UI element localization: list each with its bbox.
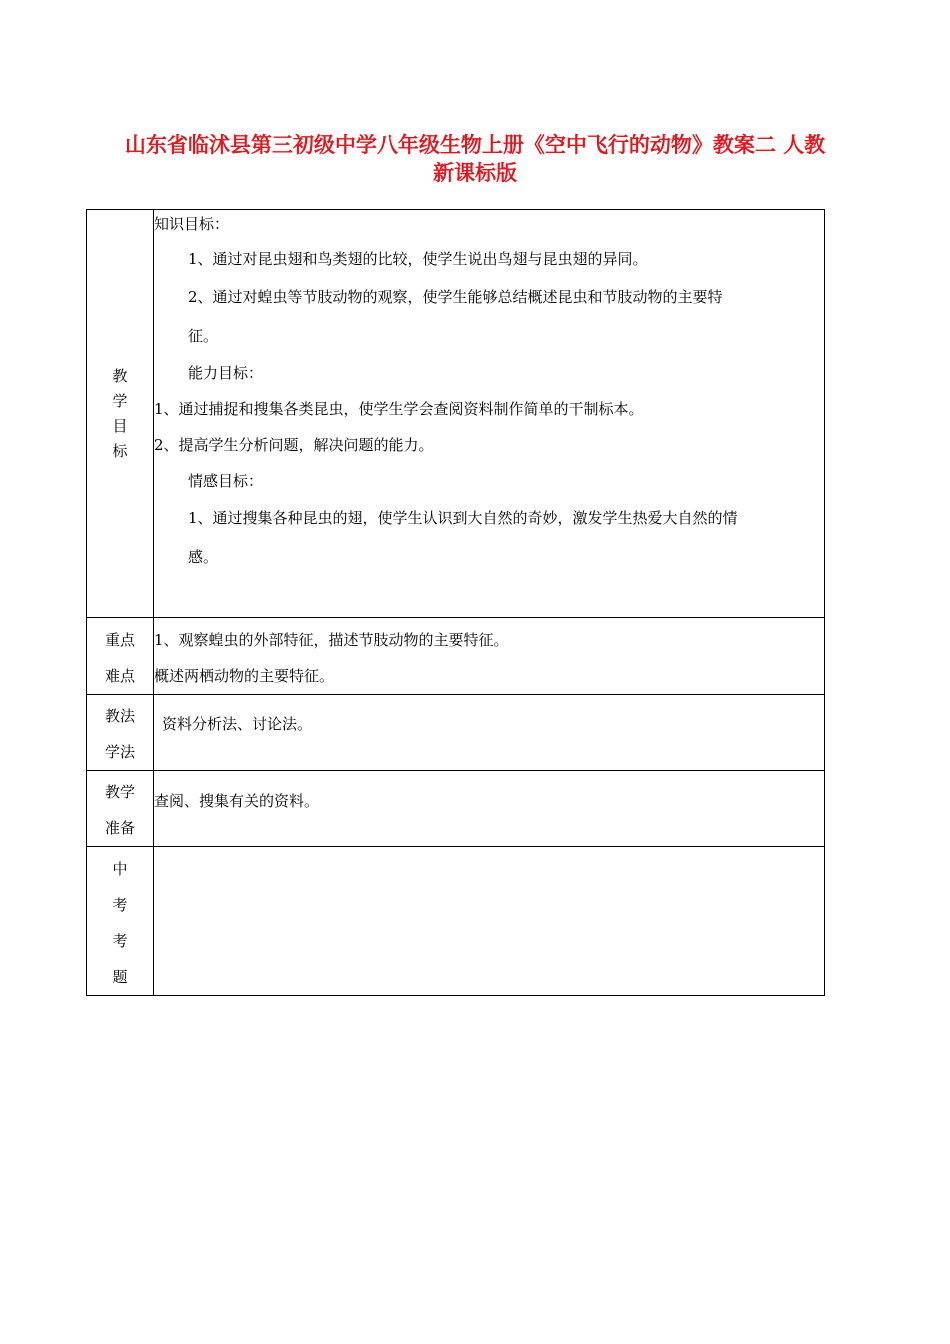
table-row-objectives [87, 210, 825, 618]
label-line: 重点 [104, 631, 135, 649]
knowledge-item-2-cont: 征。 [188, 327, 219, 345]
label-char: 学 [112, 392, 128, 410]
objectives-content [154, 210, 825, 618]
label-char: 考 [112, 896, 128, 914]
label-line: 难点 [104, 667, 135, 685]
knowledge-item-1: 1、通过对昆虫翅和鸟类翅的比较，使学生说出鸟翅与昆虫翅的异同。 [188, 250, 648, 268]
row-label-objectives [87, 210, 154, 618]
label-char: 标 [112, 442, 128, 460]
label-line: 教法 [104, 707, 135, 725]
table-row-exam-questions [87, 847, 825, 996]
emotion-item-1-cont: 感。 [188, 548, 219, 566]
methods-text: 资料分析法、讨论法。 [162, 715, 313, 733]
lesson-plan-table [86, 209, 825, 996]
label-char: 教 [112, 367, 128, 385]
emotion-heading: 情感目标： [188, 472, 264, 490]
preparation-text: 查阅、搜集有关的资料。 [154, 792, 320, 810]
ability-item-1: 1、通过捕捉和搜集各类昆虫，使学生学会查阅资料制作简单的干制标本。 [154, 400, 644, 418]
row-label-methods [87, 695, 154, 771]
methods-content [154, 695, 825, 771]
ability-heading: 能力目标： [188, 364, 264, 382]
table-row-preparation [87, 771, 825, 847]
row-label-exam-questions [87, 847, 154, 996]
label-char: 目 [112, 417, 128, 435]
emotion-item-1: 1、通过搜集各种昆虫的翅，使学生认识到大自然的奇妙，激发学生热爱大自然的情 [188, 509, 738, 527]
label-line: 准备 [104, 819, 135, 837]
label-char: 题 [112, 968, 128, 986]
document-title [100, 131, 850, 187]
knowledge-item-2: 2、通过对蝗虫等节肢动物的观察，使学生能够总结概述昆虫和节肢动物的主要特 [188, 288, 723, 306]
ability-item-2: 2、提高学生分析问题，解决问题的能力。 [154, 436, 434, 454]
label-char: 考 [112, 932, 128, 950]
label-line: 学法 [104, 743, 135, 761]
label-char: 中 [112, 860, 128, 878]
label-line: 教学 [104, 783, 135, 801]
knowledge-heading: 知识目标： [154, 215, 230, 233]
key-points-content [154, 618, 825, 695]
row-label-preparation [87, 771, 154, 847]
title-line-2: 新课标版 [433, 161, 517, 185]
table-row-methods [87, 695, 825, 771]
exam-questions-content [154, 847, 825, 996]
table-row-key-points [87, 618, 825, 695]
key-point-1: 1、观察蝗虫的外部特征，描述节肢动物的主要特征。 [154, 631, 509, 649]
row-label-key-points [87, 618, 154, 695]
key-point-2: 概述两栖动物的主要特征。 [154, 667, 335, 685]
title-line-1: 山东省临沭县第三初级中学八年级生物上册《空中飞行的动物》教案二 人教 [124, 133, 826, 157]
preparation-content [154, 771, 825, 847]
